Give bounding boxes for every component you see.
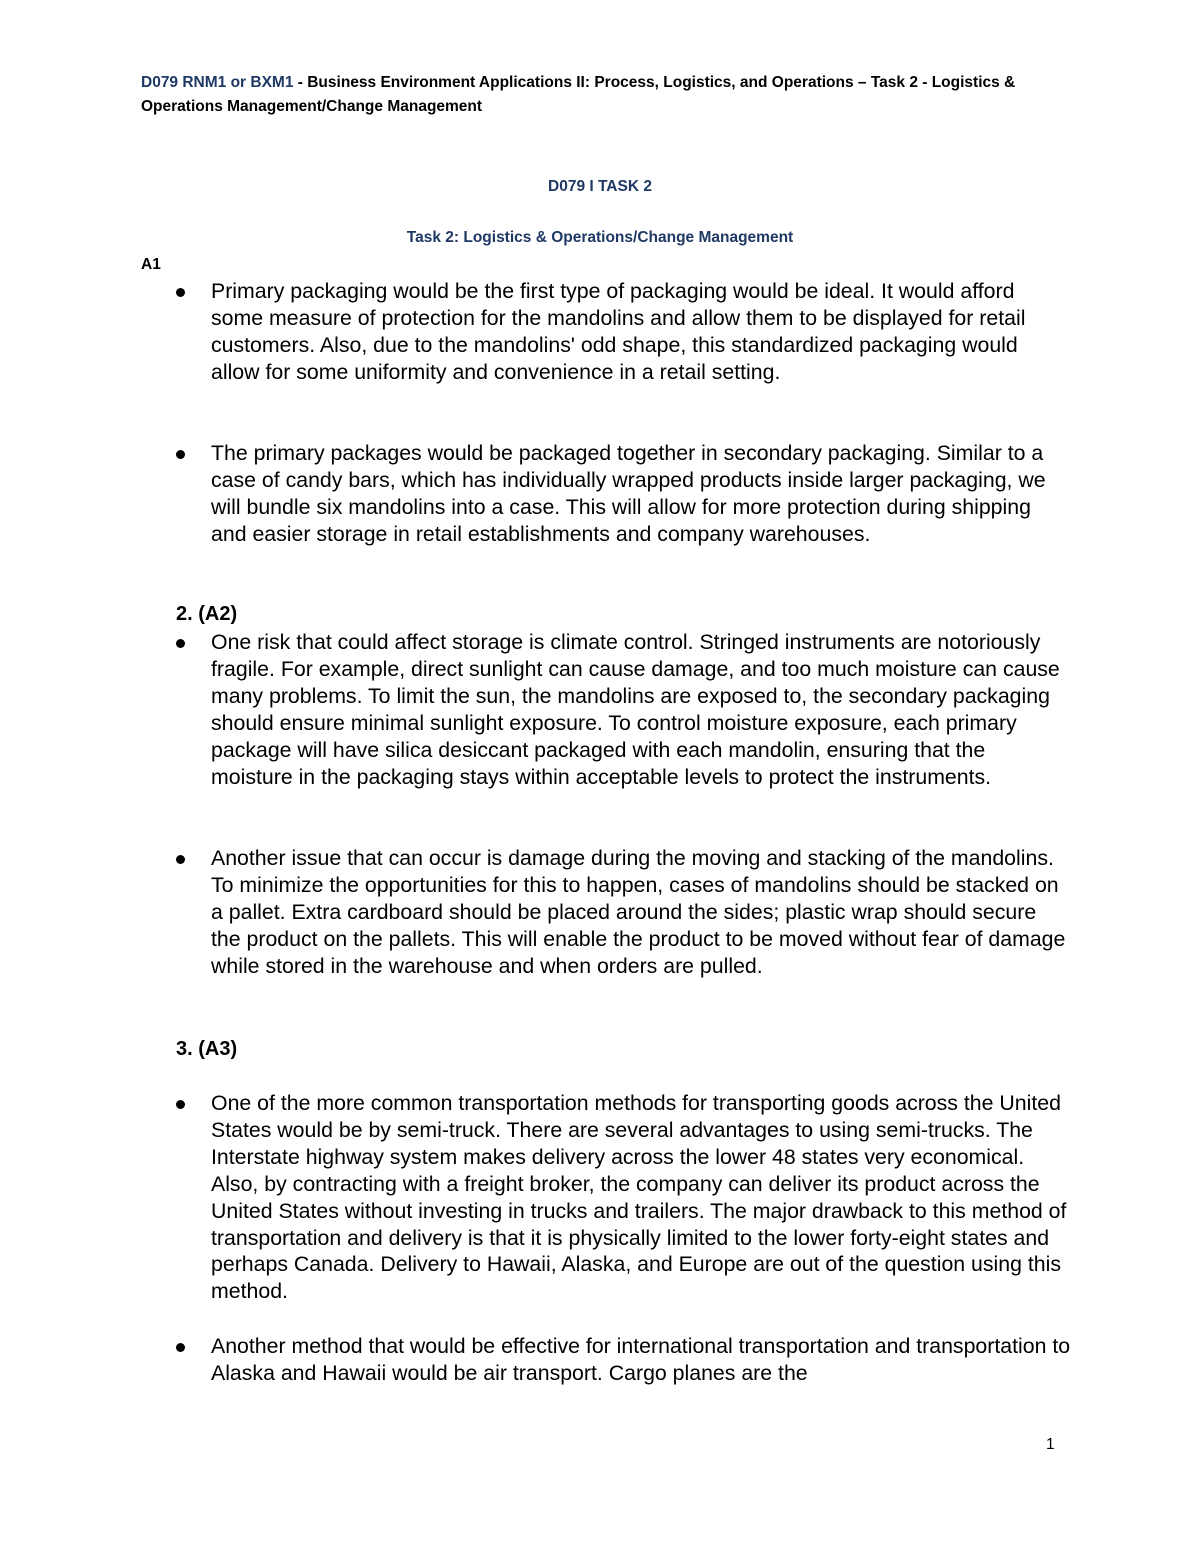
section-heading-a2: 2. (A2) (176, 603, 238, 625)
course-code: D079 RNM1 or BXM1 (141, 74, 294, 91)
document-title: D079 I TASK 2 (548, 178, 652, 195)
bullet-dot-icon (176, 288, 185, 297)
section-heading-a3: 3. (A3) (176, 1038, 238, 1060)
page-number: 1 (1046, 1436, 1055, 1453)
bullet-text: One of the more common transportation methods for transporting goods across the United States would be by semi-truck. There are several advantages to using semi-trucks. The Interstate highway system makes delivery across the lower 48 states very economical. Also, by contracting with a freight broker, the company can deliver its product across the United States without investing in trucks and trailers. The major drawback to this method of transportation and delivery is that it is physically limited to the lower forty-eight states and perhaps Canada. Delivery to Hawaii, Alaska, and Europe are out of the question using this method. (211, 1091, 1067, 1304)
document-subtitle: Task 2: Logistics & Operations/Change Management (406, 229, 794, 246)
bullet-dot-icon (176, 1100, 185, 1109)
bullet-text: One risk that could affect storage is climate control. Stringed instruments are notoriously fragile. For example, direct sunlight can cause damage, and too much moisture can cause many problems. To limit the sun, the mandolins are exposed to, the secondary packaging should ensure minimal sunlight exposure. To control moisture exposure, each primary package will have silica desiccant packaged with each mandolin, ensuring that the moisture in the packaging stays within acceptable levels to protect the instruments. (211, 630, 1060, 789)
bullet-text: Another issue that can occur is damage during the moving and stacking of the mandolins. To minimize the opportunities for this to happen, cases of mandolins should be stacked on a pallet. Extra cardboard should be placed around the sides; plastic wrap should secure the product on the pallets. This will enable the product to be moved without fear of damage while stored in the warehouse and when orders are pulled. (211, 846, 1066, 978)
bullet-text: Another method that would be effective for international transportation and transportation to Alaska and Hawaii would be air transport. Cargo planes are the (211, 1334, 1071, 1385)
course-title: - Business Environment Applications II: Process, Logistics, and Operations – Task 2 - Logistics & Operations Management/Change Management (141, 74, 1016, 115)
section-label-a1: A1 (141, 256, 161, 273)
bullet-text: Primary packaging would be the first type of packaging would be ideal. It would afford some measure of protection for the mandolins and allow them to be displayed for retail customers. Also, due to the mandolins' odd shape, this standardized packaging would allow for some uniformity and convenience in a retail setting. (211, 279, 1026, 384)
bullet-dot-icon (176, 450, 185, 459)
bullet-dot-icon (176, 855, 185, 864)
bullet-text: The primary packages would be packaged together in secondary packaging. Similar to a case of candy bars, which has individually wrapped products inside larger packaging, we will bundle six mandolins into a case. This will allow for more protection during shipping and easier storage in retail establishments and company warehouses. (211, 441, 1046, 546)
document-header (141, 71, 1071, 119)
bullet-dot-icon (176, 639, 185, 648)
bullet-dot-icon (176, 1343, 185, 1352)
